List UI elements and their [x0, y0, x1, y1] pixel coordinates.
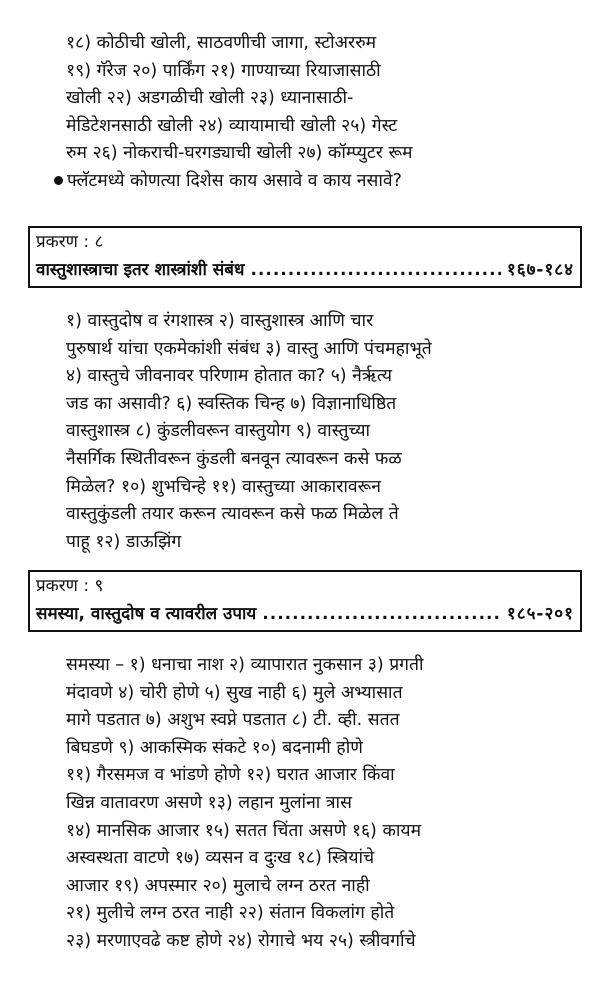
chapter-label: प्रकरण : ८: [36, 232, 104, 252]
text-line: रुम २६) नोकराची-घरगड्याची खोली २७) कॉम्प्युटर रूम: [66, 143, 413, 164]
text-line: १) वास्तुदोष व रंगशास्त्र २) वास्तुशास्त्र आणि चार: [66, 311, 374, 331]
chapter-title-row: [36, 600, 574, 628]
text-line: आजार १९) अपस्मार २०) मुलाचे लग्न ठरत नाही: [66, 875, 370, 896]
text-line: पाहू १२) डाऊझिंग: [66, 531, 182, 552]
chapter-page-range: १८५-२०१: [506, 604, 574, 624]
text-line: जड का असावी? ६) स्वस्तिक चिन्ह ७) विज्ञानाधिष्ठित: [66, 393, 397, 414]
text-line: मंदावणे ४) चोरी होणे ५) सुख नाही ६) मुले अभ्यासात: [66, 682, 403, 703]
chapter-9-heading-box: [28, 570, 582, 632]
text-line: बिघडणे ९) आकस्मिक संकटे १०) बदनामी होणे: [66, 737, 363, 758]
text-line: ११) गैरसमज व भांडणे होणे १२) घरात आजार किंवा: [66, 765, 395, 786]
text-line: मिळेल? १०) शुभचिन्हे ११) वास्तुच्या आकारावरून: [66, 476, 381, 497]
text-line: २३) मरणाएवढे कष्ट होणे २४) रोगाचे भय २५) स्त्रीवर्गाचे: [66, 930, 416, 951]
text-line: खोली २२) अडगळीची खोली २३) ध्यानासाठी-: [66, 88, 354, 109]
contents-block-chapter7-continued: [66, 30, 576, 196]
bullet-line: [54, 168, 576, 196]
text-line: पुरुषार्थ यांचा एकमेकांशी संबंध ३) वास्तु आणि पंचमहाभूते: [66, 338, 432, 359]
text-line: खिन्न वातावरण असणे १३) लहान मुलांना त्रास: [66, 792, 352, 813]
bullet-icon: [54, 176, 63, 185]
text-line: अस्वस्थता वाटणे १७) व्यसन व दुःख १८) स्त्रियांचे: [66, 848, 375, 869]
chapter-8-heading-box: [28, 226, 582, 288]
chapter-title: वास्तुशास्त्राचा इतर शास्त्रांशी संबंध: [36, 260, 245, 280]
text-line: १९) गॅरेज २०) पार्किंग २१) गाण्याच्या रियाजासाठी: [66, 60, 381, 81]
chapter-label: प्रकरण : ९: [36, 576, 104, 596]
chapter-page-range: १६७-१८४: [506, 260, 574, 280]
contents-block-chapter8: [66, 308, 576, 556]
bullet-text: फ्लॅटमध्ये कोणत्या दिशेस काय असावे व काय नसावे?: [67, 170, 402, 191]
text-line: मेडिटेशनसाठी खोली २४) व्यायामाची खोली २५) गेस्ट: [66, 115, 398, 136]
text-line: मागे पडतात ७) अशुभ स्वप्ने पडतात ८) टी. व्ही. सतत: [66, 710, 400, 731]
text-line: वास्तुशास्त्र ८) कुंडलीवरून वास्तुयोग ९) वास्तुच्या: [66, 421, 371, 442]
text-line: २१) मुलीचे लग्न ठरत नाही २२) संतान विकलांग होते: [66, 903, 395, 924]
text-line: १४) मानसिक आजार १५) सतत चिंता असणे १६) कायम: [66, 820, 422, 841]
text-line: नैसर्गिक स्थितीवरून कुंडली बनवून त्यावरून कसे फळ: [66, 448, 402, 469]
text-line: ४) वास्तुचे जीवनावर परिणाम होतात का? ५) नैर्ऋत्य: [66, 366, 393, 387]
text-line: वास्तुकुंडली तयार करून त्यावरून कसे फळ मिळेल ते: [66, 504, 399, 525]
leader-dots: [250, 256, 500, 284]
text-line: १८) कोठीची खोली, साठवणीची जागा, स्टोअररुम: [66, 33, 377, 53]
contents-block-chapter9: [66, 652, 576, 956]
text-line: समस्या – १) धनाचा नाश २) व्यापारात नुकसान ३) प्रगती: [66, 655, 424, 675]
chapter-title-row: [36, 256, 574, 284]
chapter-title: समस्या, वास्तुदोष व त्यावरील उपाय: [36, 604, 257, 624]
leader-dots: [262, 600, 501, 628]
